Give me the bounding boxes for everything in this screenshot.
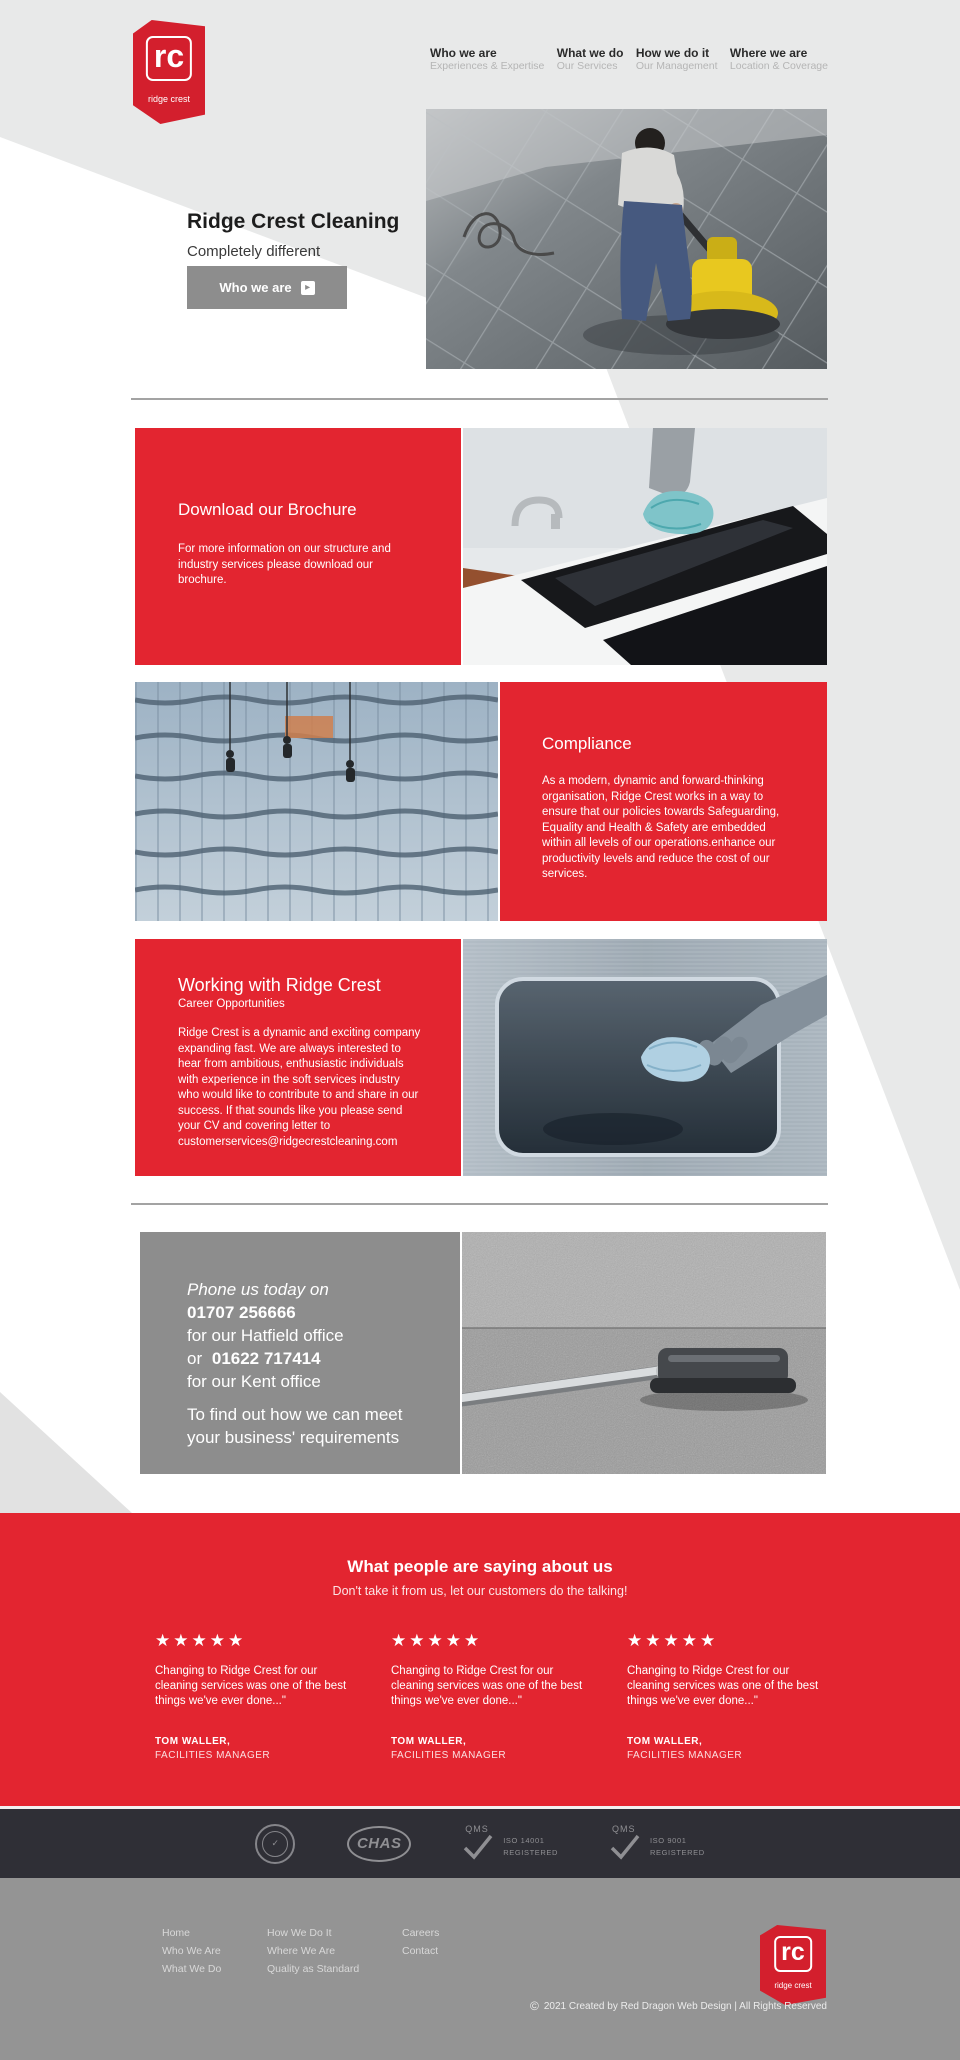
footer-links-column-3 xyxy=(402,1928,439,1957)
copyright-notice xyxy=(530,1999,827,2013)
compliance-panel xyxy=(500,682,827,921)
testimonial-card xyxy=(391,1631,587,1761)
carpet-vacuum-illustration xyxy=(462,1232,826,1474)
certifications-bar xyxy=(0,1806,960,1878)
copyright-text: 2021 Created by Red Dragon Web Design | All Rights Reserved xyxy=(543,2000,827,2012)
main-nav xyxy=(430,46,828,73)
phone-closing-line2: your business' requirements xyxy=(187,1428,400,1447)
who-we-are-button-label: Who we are xyxy=(219,280,292,295)
registered-label: REGISTERED xyxy=(650,1848,705,1857)
footer-links-column-2 xyxy=(267,1928,359,1975)
photo-window-cleaners xyxy=(135,682,498,921)
footer-link-where-we-are[interactable]: Where We Are xyxy=(267,1945,336,1957)
phone-line-hatfield: for our Hatfield office xyxy=(187,1326,344,1345)
arrow-right-icon: ▸ xyxy=(301,281,315,295)
footer-link-careers[interactable]: Careers xyxy=(402,1927,440,1939)
chas-label: CHAS xyxy=(356,1835,402,1852)
testimonial-quote: Changing to Ridge Crest for our cleaning services was one of the best things we've ever done..." xyxy=(627,1665,819,1707)
footer-link-quality-as-standard[interactable]: Quality as Standard xyxy=(267,1963,360,1975)
footer-link-contact[interactable]: Contact xyxy=(402,1945,439,1957)
checkmark-icon xyxy=(463,1834,493,1860)
qms-label: QMS xyxy=(465,1823,489,1834)
star-rating-icons: ★★★★★ xyxy=(155,1631,247,1650)
footer-link-home[interactable]: Home xyxy=(162,1927,191,1939)
registered-label: REGISTERED xyxy=(503,1848,558,1857)
qms-label: QMS xyxy=(612,1823,636,1834)
photo-sink-cleaning xyxy=(463,939,827,1176)
section-divider xyxy=(131,1203,828,1205)
certification-chas-logo xyxy=(347,1826,411,1862)
phone-line-or-kent xyxy=(187,1347,460,1370)
testimonial-quote: Changing to Ridge Crest for our cleaning services was one of the best things we've ever done..." xyxy=(155,1665,347,1707)
testimonial-card xyxy=(627,1631,823,1761)
nav-label: What we do xyxy=(556,46,624,60)
testimonial-quote: Changing to Ridge Crest for our cleaning services was one of the best things we've ever done..." xyxy=(391,1665,583,1707)
logo-name: ridge crest xyxy=(774,1981,812,1990)
compliance-title: Compliance xyxy=(542,734,632,753)
sink-cleaning-illustration xyxy=(463,939,827,1176)
phone-number-hatfield[interactable]: 01707 256666 xyxy=(187,1303,296,1322)
certification-iso-9001-logo xyxy=(610,1823,705,1860)
nav-sublabel: Our Management xyxy=(635,60,718,72)
testimonial-name: TOM WALLER, xyxy=(391,1736,467,1747)
logo-initials: rc xyxy=(774,1936,812,1972)
phone-panel xyxy=(140,1232,460,1474)
brochure-body: For more information on our structure and industry services please download our brochure. xyxy=(178,543,391,586)
iso-14001-label: ISO 14001 xyxy=(503,1836,545,1845)
nav-item-what-we-do[interactable] xyxy=(557,46,624,73)
certification-iso-14001-logo xyxy=(463,1823,558,1860)
brochure-title: Download our Brochure xyxy=(178,500,357,519)
testimonials-title: What people are saying about us xyxy=(347,1557,613,1576)
careers-subtitle: Career Opportunities xyxy=(178,998,285,1010)
who-we-are-button[interactable] xyxy=(187,266,347,309)
careers-body: Ridge Crest is a dynamic and exciting company expanding fast. We are always interested to hear from ambitious, enthusiastic individuals with experience in the soft services industry who would like to contribute to and share in our success. If that sounds like you please send your CV and covering letter to customerservices@ridgecrestcleaning.com xyxy=(178,1027,421,1148)
iso-9001-label: ISO 9001 xyxy=(650,1836,687,1845)
hob-cleaning-illustration xyxy=(463,428,827,665)
nav-item-who-we-are[interactable] xyxy=(430,46,544,73)
star-rating-icons: ★★★★★ xyxy=(627,1631,719,1650)
footer-link-who-we-are[interactable]: Who We Are xyxy=(162,1945,221,1957)
phone-closing-line1: To find out how we can meet xyxy=(187,1405,403,1424)
hero-title: Ridge Crest Cleaning xyxy=(187,210,400,233)
footer xyxy=(0,1878,960,2060)
nav-sublabel: Our Services xyxy=(556,60,618,72)
footer-links-column-1 xyxy=(162,1928,221,1975)
brand-logo[interactable] xyxy=(133,20,205,124)
careers-panel xyxy=(135,939,461,1176)
testimonial-card xyxy=(155,1631,351,1761)
hero-photo-floor-cleaning xyxy=(426,109,827,369)
nav-sublabel: Location & Coverage xyxy=(729,60,828,72)
nav-label: How we do it xyxy=(635,46,710,60)
footer-brand-logo[interactable] xyxy=(760,1925,826,2005)
section-divider xyxy=(131,398,828,400)
checkmark-icon xyxy=(610,1834,640,1860)
careers-title: Working with Ridge Crest xyxy=(178,975,381,995)
testimonial-role: FACILITIES MANAGER xyxy=(391,1750,507,1761)
testimonial-name: TOM WALLER, xyxy=(627,1736,703,1747)
nav-label: Where we are xyxy=(729,46,808,60)
nav-label: Who we are xyxy=(430,46,497,60)
window-cleaners-illustration xyxy=(135,682,498,921)
floor-cleaning-illustration xyxy=(426,109,827,369)
star-rating-icons: ★★★★★ xyxy=(391,1631,483,1650)
phone-line-kent: for our Kent office xyxy=(187,1372,321,1391)
brochure-panel xyxy=(135,428,461,665)
diagonal-background-corner xyxy=(0,1392,132,1513)
testimonial-name: TOM WALLER, xyxy=(155,1736,231,1747)
nav-item-how-we-do-it[interactable] xyxy=(636,46,718,73)
hero-subtitle: Completely different xyxy=(187,243,321,260)
phone-number-kent[interactable]: 01622 717414 xyxy=(211,1349,321,1368)
logo-initials: rc xyxy=(146,36,192,81)
nav-item-where-we-are[interactable] xyxy=(730,46,828,73)
footer-link-what-we-do[interactable]: What We Do xyxy=(162,1963,222,1975)
nav-sublabel: Experiences & Expertise xyxy=(430,60,545,72)
footer-link-how-we-do-it[interactable]: How We Do It xyxy=(267,1927,332,1939)
testimonial-role: FACILITIES MANAGER xyxy=(627,1750,743,1761)
photo-hob-cleaning xyxy=(463,428,827,665)
compliance-body: As a modern, dynamic and forward-thinking organisation, Ridge Crest works in a way to ensure that our policies towards Safeguarding, Equality and Health & Safety are embedded within all levels of our operations.enhance our productivity levels and reduce the cost of our services. xyxy=(542,775,780,880)
testimonials-columns xyxy=(155,1631,823,1761)
copyright-icon: © xyxy=(530,1999,539,2013)
certification-seal-icon: ✓ xyxy=(255,1824,295,1864)
phone-intro: Phone us today on xyxy=(187,1280,329,1299)
or-prefix: or xyxy=(187,1349,203,1368)
testimonials-subtitle: Don't take it from us, let our customers do the talking! xyxy=(332,1584,628,1598)
testimonials-section xyxy=(0,1513,960,1806)
photo-carpet-vacuum xyxy=(462,1232,826,1474)
testimonial-role: FACILITIES MANAGER xyxy=(155,1750,271,1761)
logo-name: ridge crest xyxy=(147,94,191,104)
